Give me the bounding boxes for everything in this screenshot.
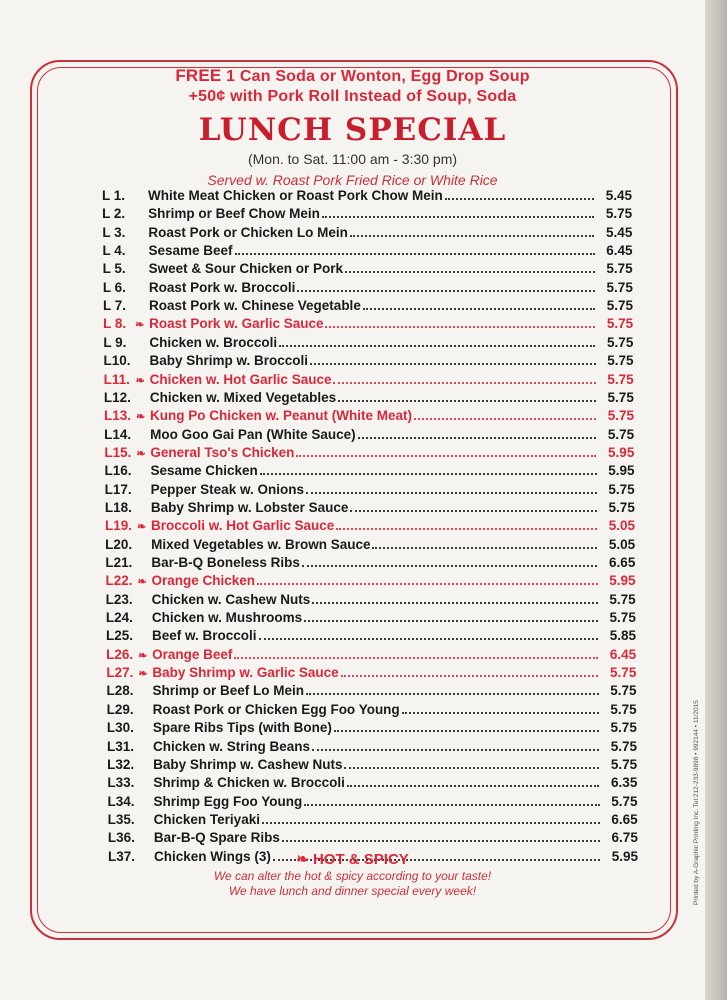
item-name: Bar-B-Q Spare Ribs <box>153 830 280 846</box>
dot-leader <box>336 528 597 530</box>
item-price: 5.95 <box>609 573 636 589</box>
menu-item-row <box>108 830 638 848</box>
menu-item-row <box>107 739 637 757</box>
item-price: 5.75 <box>607 389 634 405</box>
item-code: L18. <box>104 499 132 515</box>
item-price: 5.75 <box>606 316 634 332</box>
item-code: L12. <box>103 389 131 405</box>
item-name: Baby Shrimp w. Garlic Sauce <box>152 665 339 681</box>
menu-item-row <box>107 683 637 701</box>
item-code: L36. <box>107 830 135 846</box>
item-price: 5.45 <box>606 224 633 240</box>
menu-item-row <box>107 702 637 720</box>
chili-pepper-icon: ❧ <box>137 576 147 589</box>
menu-item-row <box>103 316 633 334</box>
item-code: L35. <box>107 811 135 827</box>
dot-leader <box>358 437 596 439</box>
item-price: 5.75 <box>610 683 637 699</box>
item-code: L10. <box>103 353 131 369</box>
item-name: Chicken w. Mixed Vegetables <box>149 389 337 405</box>
item-price: 5.75 <box>606 279 633 295</box>
dot-leader <box>260 473 597 475</box>
dot-leader <box>235 253 595 255</box>
item-name: Mixed Vegetables w. Brown Sauce <box>151 536 371 552</box>
menu-item-row <box>105 537 635 555</box>
item-price: 5.95 <box>611 848 638 864</box>
item-price: 5.75 <box>605 206 633 222</box>
dot-leader <box>306 693 598 695</box>
item-code: L37. <box>108 848 136 864</box>
item-code: L 2. <box>102 206 126 222</box>
item-name: Roast Pork w. Chinese Vegetable <box>149 298 361 314</box>
dot-leader <box>297 290 594 292</box>
chili-pepper-icon: ❧ <box>138 649 148 662</box>
item-name: Chicken w. Hot Garlic Sauce <box>149 371 332 387</box>
item-code: L29. <box>106 701 134 717</box>
item-code: L16. <box>104 463 132 479</box>
item-code: L 1. <box>102 188 126 203</box>
promo-line-2: +50¢ with Pork Roll Instead of Soup, Soda <box>188 88 517 105</box>
dot-leader <box>445 198 594 200</box>
page-shadow <box>705 0 727 1000</box>
item-price: 5.75 <box>608 499 635 515</box>
dot-leader <box>262 822 600 824</box>
footer-note-2: We have lunch and dinner special every week! <box>228 884 477 898</box>
dot-leader <box>344 767 599 769</box>
item-code: L15. <box>104 444 132 460</box>
menu-item-row <box>106 647 636 665</box>
item-name: Roast Pork w. Broccoli <box>148 279 296 295</box>
item-price: 5.75 <box>607 353 634 369</box>
dot-leader <box>350 235 594 237</box>
item-name: Shrimp or Beef Lo Mein <box>152 683 305 699</box>
item-code: L 5. <box>102 261 126 277</box>
served-with-note: Served w. Roast Pork Fried Rice or White Rice <box>207 172 498 188</box>
item-name: Bar-B-Q Boneless Ribs <box>151 555 300 570</box>
printer-credit: Printed by A-Graphic Printing Inc. Tel:212-233-9898 • 992144 • 11/2015 <box>693 700 700 905</box>
dot-leader <box>322 216 594 218</box>
item-code: L 4. <box>102 243 126 259</box>
item-code: L 6. <box>102 279 126 295</box>
item-price: 5.75 <box>607 408 634 424</box>
item-price: 5.75 <box>608 481 635 497</box>
chili-pepper-icon: ❧ <box>136 411 146 424</box>
menu-item-row <box>104 372 634 390</box>
item-name: Shrimp Egg Foo Young <box>153 793 303 809</box>
item-code: L32. <box>107 756 135 772</box>
item-name: Shrimp & Chicken w. Broccoli <box>153 775 345 791</box>
menu-item-row <box>104 445 634 463</box>
menu-item-row <box>103 335 633 353</box>
menu-item-row <box>102 188 632 206</box>
item-name: Roast Pork or Chicken Lo Mein <box>148 224 348 240</box>
item-price: 5.75 <box>610 738 637 754</box>
item-name: Shrimp or Beef Chow Mein <box>148 206 320 222</box>
item-price: 5.75 <box>606 298 633 314</box>
menu-item-row <box>106 628 636 646</box>
item-code: L 3. <box>102 224 126 240</box>
dot-leader <box>296 455 596 457</box>
item-code: L20. <box>105 536 133 552</box>
item-name: General Tso's Chicken <box>150 444 295 460</box>
chili-pepper-icon: ❧ <box>296 851 309 868</box>
item-code: L21. <box>105 555 133 570</box>
item-code: L11. <box>103 371 130 387</box>
item-name: White Meat Chicken or Roast Pork Chow Mein <box>148 188 443 203</box>
item-name: Sesame Chicken <box>150 463 258 479</box>
item-code: L13. <box>104 408 132 424</box>
menu-title: LUNCH SPECIAL <box>198 112 507 148</box>
menu-item-row <box>104 390 634 408</box>
item-name: Sweet & Sour Chicken or Pork <box>148 261 343 277</box>
item-name: Chicken w. String Beans <box>153 738 311 754</box>
dot-leader <box>363 308 595 310</box>
dot-leader <box>341 675 599 677</box>
item-price: 6.75 <box>611 830 638 846</box>
menu-item-row <box>105 500 635 518</box>
item-price: 5.75 <box>606 261 633 277</box>
dot-leader <box>402 712 599 714</box>
menu-item-row <box>105 482 635 500</box>
item-name: Baby Shrimp w. Cashew Nuts <box>153 756 343 772</box>
menu-item-row <box>104 408 634 426</box>
item-price: 5.75 <box>610 701 637 717</box>
item-price: 5.75 <box>607 371 634 387</box>
item-name: Roast Pork w. Garlic Sauce <box>149 316 324 332</box>
dot-leader <box>372 547 597 549</box>
lunch-hours: (Mon. to Sat. 11:00 am - 3:30 pm) <box>247 151 458 167</box>
free-word: FREE <box>175 66 222 85</box>
menu-item-row <box>102 225 632 243</box>
menu-item-row <box>106 610 636 628</box>
item-code: L 9. <box>103 334 127 350</box>
item-name: Spare Ribs Tips (with Bone) <box>152 720 332 736</box>
item-code: L28. <box>106 683 134 699</box>
item-name: Chicken Teriyaki <box>153 811 260 827</box>
menu-item-row <box>104 427 634 445</box>
dot-leader <box>306 492 597 494</box>
item-name: Beef w. Broccoli <box>152 628 257 644</box>
item-price: 5.05 <box>608 518 635 534</box>
item-name: Moo Goo Gai Pan (White Sauce) <box>150 426 356 442</box>
item-price: 5.05 <box>608 536 636 552</box>
item-price: 5.75 <box>610 665 637 681</box>
promo-line-1-text: 1 Can Soda or Wonton, Egg Drop Soup <box>221 68 530 85</box>
dot-leader <box>304 804 599 806</box>
menu-item-row <box>106 592 636 610</box>
item-code: L24. <box>105 610 133 626</box>
menu-item-row <box>103 298 633 316</box>
item-name: Roast Pork or Chicken Egg Foo Young <box>152 701 400 717</box>
menu-item-row <box>102 206 632 224</box>
item-code: L22. <box>105 573 133 589</box>
chili-pepper-icon: ❧ <box>135 319 145 332</box>
dot-leader <box>302 565 597 567</box>
item-price: 6.35 <box>611 775 638 791</box>
item-price: 5.75 <box>611 793 638 809</box>
item-code: L 8. <box>103 316 127 332</box>
footer-note-1: We can alter the hot & spicy according to your taste! <box>213 869 492 883</box>
chili-pepper-icon: ❧ <box>137 521 147 534</box>
item-code: L26. <box>106 646 134 662</box>
item-price: 6.65 <box>609 555 636 570</box>
dot-leader <box>347 785 599 787</box>
item-price: 6.45 <box>609 646 637 662</box>
item-price: 5.75 <box>610 756 638 772</box>
menu-item-row <box>107 720 637 738</box>
menu-item-row <box>106 665 636 683</box>
menu-item-row <box>108 812 638 830</box>
item-code: L23. <box>105 591 133 607</box>
item-code: L17. <box>104 481 132 497</box>
menu-item-row <box>103 243 633 261</box>
menu-item-row <box>105 518 635 536</box>
dot-leader <box>414 418 596 420</box>
menu-item-row <box>103 280 633 298</box>
item-code: L27. <box>106 665 134 681</box>
menu-item-row <box>105 463 635 481</box>
chili-pepper-icon: ❧ <box>138 668 148 681</box>
dot-leader <box>310 363 595 365</box>
dot-leader <box>338 400 596 402</box>
hot-spicy-legend <box>0 850 705 868</box>
dot-leader <box>334 730 599 732</box>
item-name: Orange Chicken <box>151 573 256 589</box>
item-name: Broccoli w. Hot Garlic Sauce <box>151 518 335 534</box>
item-name: Pepper Steak w. Onions <box>150 481 304 497</box>
item-price: 5.95 <box>608 463 635 479</box>
item-name: Sesame Beef <box>148 243 233 259</box>
item-name: Orange Beef <box>152 646 233 662</box>
dot-leader <box>257 583 597 585</box>
item-code: L14. <box>104 426 132 442</box>
item-name: Chicken w. Broccoli <box>149 334 278 350</box>
item-code: L33. <box>107 775 135 791</box>
item-name: Baby Shrimp w. Broccoli <box>149 353 309 369</box>
item-price: 5.75 <box>607 334 634 350</box>
item-price: 5.75 <box>609 610 636 626</box>
item-code: L31. <box>107 738 135 754</box>
chili-pepper-icon: ❧ <box>136 447 146 460</box>
dot-leader <box>333 382 595 384</box>
item-name: Baby Shrimp w. Lobster Sauce <box>150 499 349 515</box>
menu-item-row <box>105 555 635 573</box>
menu-item-row <box>107 757 637 775</box>
item-price: 5.95 <box>608 444 635 460</box>
chili-pepper-icon: ❧ <box>135 374 145 387</box>
item-code: L19. <box>105 518 133 534</box>
item-code: L25. <box>106 628 134 644</box>
dot-leader <box>282 840 600 842</box>
item-name: Kung Po Chicken w. Peanut (White Meat) <box>150 408 413 424</box>
item-price: 6.45 <box>606 243 633 259</box>
menu-item-row <box>108 794 638 812</box>
menu-item-row <box>104 353 634 371</box>
menu-item-row <box>106 573 636 591</box>
hot-spicy-label: HOT & SPICY <box>312 851 409 868</box>
item-price: 5.75 <box>609 591 636 607</box>
item-name: Chicken w. Cashew Nuts <box>151 591 311 607</box>
menu-item-row <box>107 775 637 793</box>
item-price: 6.65 <box>611 811 638 827</box>
item-code: L34. <box>107 793 135 809</box>
dot-leader <box>259 638 598 640</box>
item-code: L 7. <box>103 298 127 314</box>
item-price: 5.75 <box>607 426 635 442</box>
item-price: 5.75 <box>610 720 637 736</box>
item-price: 5.45 <box>605 188 632 203</box>
dot-leader <box>350 510 596 512</box>
dot-leader <box>234 657 598 659</box>
dot-leader <box>345 271 595 273</box>
dot-leader <box>312 602 597 604</box>
item-name: Chicken Wings (3) <box>154 848 271 864</box>
dot-leader <box>304 620 598 622</box>
dot-leader <box>312 749 599 751</box>
dot-leader <box>325 326 595 328</box>
item-code: L30. <box>106 720 134 736</box>
dot-leader <box>279 345 595 347</box>
menu-item-row <box>103 261 633 279</box>
item-name: Chicken w. Mushrooms <box>151 610 303 626</box>
item-price: 5.85 <box>609 628 636 644</box>
